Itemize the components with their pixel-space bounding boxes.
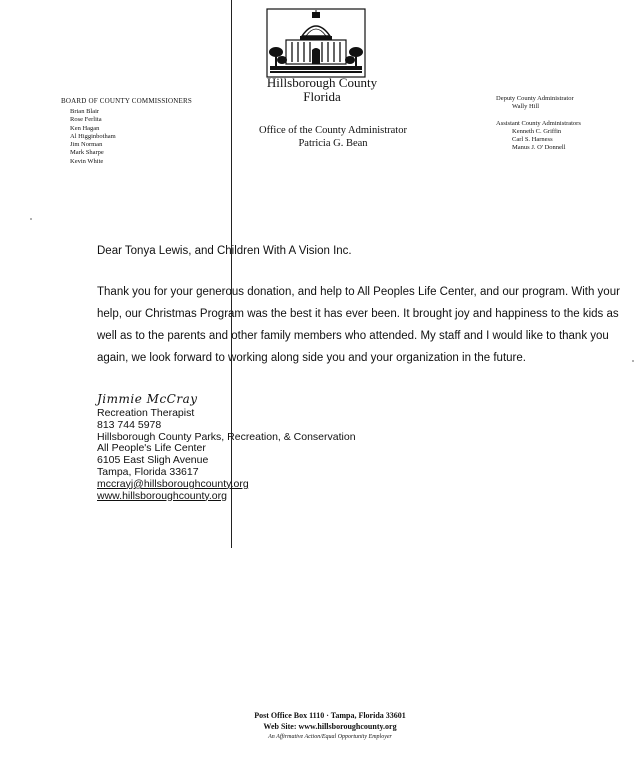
administrator-name: Patricia G. Bean — [298, 138, 368, 149]
footer-address: Post Office Box 1110 · Tampa, Florida 33601 — [254, 711, 406, 720]
commissioner-name: Ken Hagan — [70, 124, 100, 132]
commissioner-name: Al Higginbotham — [70, 132, 116, 140]
deputy-title: Deputy County Administrator — [496, 95, 574, 102]
footer-web: Web Site: www.hillsboroughcounty.org — [263, 722, 397, 731]
signature-block — [97, 408, 356, 502]
county-name-line1: Hillsborough County — [266, 75, 378, 90]
sig-line: Hillsborough County Parks, Recreation, & Conservation — [97, 430, 356, 443]
email-link[interactable]: mccrayj@hillsboroughcounty.org — [97, 477, 249, 490]
assistants-title: Assistant County Administrators — [496, 119, 581, 127]
body-line: help, our Christmas Program was the best it has ever been. It brought joy and happiness to the kids as — [97, 308, 619, 320]
office-heading — [258, 124, 408, 150]
footer-employer: An Affirmative Action/Equal Opportunity Employer — [268, 734, 392, 740]
website-link[interactable]: www.hillsboroughcounty.org — [97, 489, 227, 502]
sig-line: 6105 East Sligh Avenue — [97, 454, 209, 467]
body-line: well as to the parents and other family members who attended. My staff and I would like to thank you — [97, 330, 609, 342]
commissioner-name: Brian Blair — [70, 108, 100, 115]
commissioner-name: Rose Ferlita — [70, 116, 102, 124]
sig-line: All People's Life Center — [97, 442, 206, 455]
scan-speck — [632, 360, 634, 362]
office-title: Office of the County Administrator — [259, 125, 407, 136]
board-title: BOARD OF COUNTY COMMISSIONERS — [61, 97, 192, 105]
assistant-name: Carl S. Harness — [512, 136, 553, 144]
sig-line: 813 744 5978 — [97, 418, 162, 431]
commissioner-name: Kevin White — [70, 157, 104, 165]
assistant-name: Kenneth C. Griffin — [512, 127, 562, 135]
commissioner-name: Mark Sharpe — [70, 149, 104, 157]
scan-speck — [30, 218, 32, 220]
sig-line: Recreation Therapist — [97, 407, 195, 419]
letter-body — [97, 281, 620, 369]
assistant-name: Manus J. O' Donnell — [512, 144, 566, 152]
deputy-name: Wally Hill — [512, 103, 540, 111]
body-line: Thank you for your generous donation, and help to All Peoples Life Center, and our program. With your — [97, 286, 620, 298]
county-name-line2: Florida — [303, 89, 341, 104]
commissioner-name: Jim Norman — [70, 141, 103, 149]
salutation: Dear Tonya Lewis, and Children With A Vision Inc. — [97, 245, 352, 257]
signature: Jimmie McCray — [97, 392, 198, 406]
sig-line: Tampa, Florida 33617 — [97, 465, 199, 478]
administrators-column — [496, 95, 581, 153]
body-line: again, we look forward to working along side you and your organization in the future. — [97, 352, 526, 364]
commissioner-list — [70, 108, 116, 166]
county-name — [266, 76, 378, 104]
footer — [180, 710, 480, 743]
